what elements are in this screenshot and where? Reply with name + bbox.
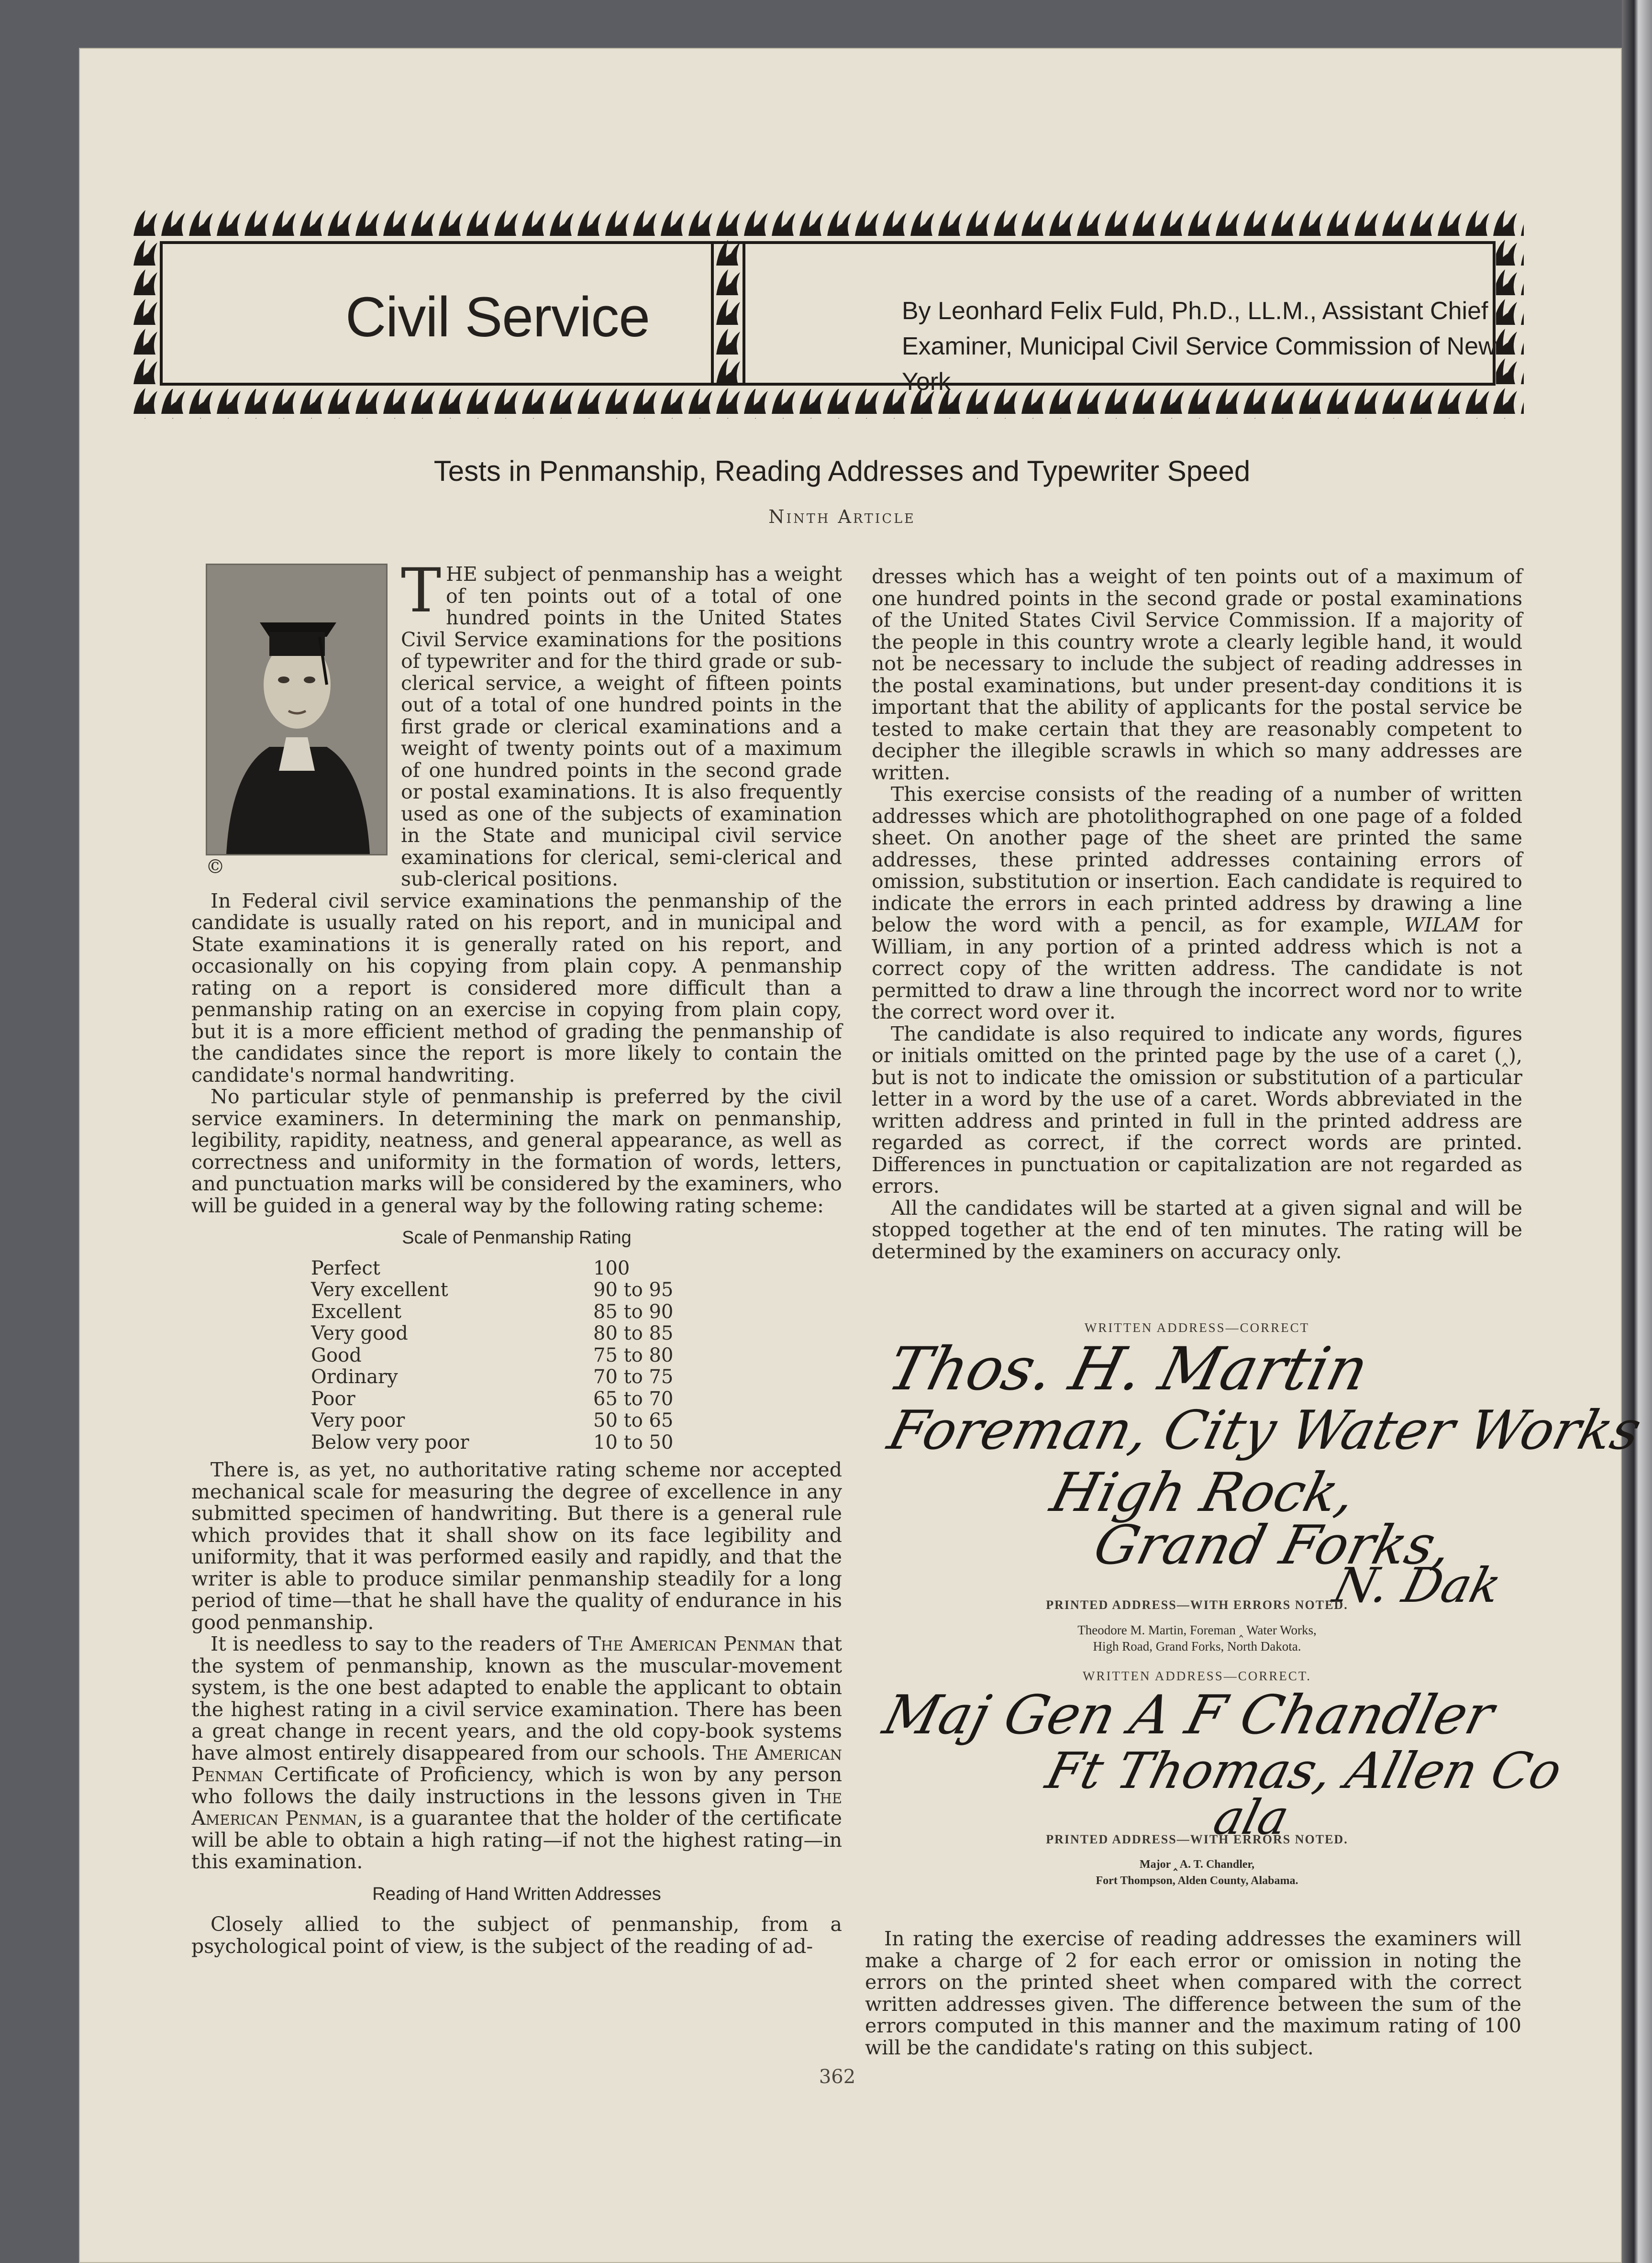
scale-row — [311, 1301, 742, 1323]
right-column — [872, 566, 1522, 1263]
scale-grade: Excellent — [311, 1300, 401, 1323]
signal-paragraph: All the candidates will be started at a given signal and will be stopped together at the end of ten minutes. The rating will be determined by the examiners on accuracy only. — [872, 1196, 1522, 1263]
scale-grade: Good — [311, 1344, 362, 1366]
drop-cap: T — [401, 555, 442, 626]
needless-paragraph — [191, 1633, 842, 1873]
printed-address-2 — [872, 1856, 1522, 1889]
handwriting-1-line4: Grand Forks, — [1087, 1514, 1459, 1576]
caption-written-2: WRITTEN ADDRESS—CORRECT. — [1082, 1669, 1311, 1683]
page-number: 362 — [819, 2066, 856, 2088]
style-paragraph: No particular style of penmanship is preferred by the civil service examiners. In determining the mark on penmanship, legibility, rapidity, neatness, and general appearance, as well as correctness and uniformity in the formation of words, letters, and punctuation marks will be considered by the examiners, who will be guided in a general way by the following rating scheme: — [191, 1085, 842, 1217]
scale-range: 80 to 85 — [593, 1322, 674, 1344]
rating-paragraph: In rating the exercise of reading addresses the examiners will make a charge of 2 for each error or omission in noting the errors on the printed sheet when compared with the correct written addresses given. The difference between the sum of the errors computed in this manner and the maximum rating of 100 will be the candidate's rating on this subject. — [865, 1927, 1521, 2059]
federal-paragraph: In Federal civil service examinations the penmanship of the candidate is usually rated on his report, and in municipal and State examinations it is generally rated on his report, and occasionally on his copying from plain copy. A penmanship rating on a report is considered more difficult than a penmanship rating on an exercise in copying from plain copy, but it is a more efficient method of grading the penmanship of the candidates since the report is more likely to contain the candidate's normal handwriting. — [191, 889, 842, 1087]
book-binding-edge — [1622, 0, 1652, 2263]
portrait-figure — [207, 565, 386, 854]
authoritative-paragraph: There is, as yet, no authoritative rating scheme nor accepted mechanical scale for measuring the degree of excellence in any submitted specimen of handwriting. But there is a general rule which provides that it shall show on its face legibility and uniformity, that it was performed easily and rapidly, and that the writer is able to produce similar penmanship steadily for a long period of time—that he shall have the quality of endurance in his good penmanship. — [191, 1458, 842, 1634]
scale-range: 50 to 65 — [593, 1409, 674, 1431]
scale-grade: Very good — [311, 1322, 408, 1344]
handwriting-2-line1: Maj Gen A F Chandler — [877, 1684, 1500, 1746]
scale-range: 100 — [593, 1257, 630, 1279]
handwriting-1-line5: N. Dak — [1328, 1557, 1507, 1613]
scale-range: 70 to 75 — [593, 1366, 674, 1388]
article-title: Tests in Penmanship, Reading Addresses and Typewriter Speed — [433, 455, 1251, 487]
closely-continuation: dresses which has a weight of ten points out of a maximum of one hundred points in the second grade or postal examinations of the United States Civil Service Commission. If a majority of the people in this country wrote a clearly legible hand, it would not be necessary to include the subject of reading addresses in the postal examinations, but under present-day conditions it is important that the ability of applicants for the postal service be tested to make certain that they are reasonably competent to decipher the illegible scrawls in which so many addresses are written. — [872, 565, 1522, 784]
handwriting-1-line1: Thos. H. Martin — [881, 1335, 1375, 1404]
exercise-text-a: This exercise consists of the reading of a number of written addresses which are photolithographed on one page of a folded sheet. On another page of the sheet are printed the same addresses, these printed addresses containing errors of omission, substitution or insertion. Each candidate is required to indicate the errors in each printed address by drawing a line below the word with a pencil, as for example, — [872, 783, 1522, 936]
needless-text-c: Certificate of Proficiency, which is won by any person who follows the daily instructions in the lessons given in — [191, 1763, 842, 1808]
scale-row — [311, 1279, 742, 1301]
intro-text: HE subject of penmanship has a weight of ten points out of a total of one hundred points in the United States Civil Service examinations for the positions of typewriter and for the third grade or sub-clerical service, a weight of fifteen points out of a total of one hundred points in the first grade or clerical examinations and a weight of twenty points out of a maximum of one hundred points in the second grade or postal examinations. It is also frequently used as one of the subjects of examination in the State and municipal civil service examinations for clerical, semi-clerical and sub-clerical positions. — [401, 563, 842, 890]
caption-written-1: WRITTEN ADDRESS—CORRECT — [1084, 1320, 1310, 1335]
scale-row — [311, 1366, 742, 1388]
scale-grade: Poor — [311, 1387, 355, 1410]
scale-range: 75 to 80 — [593, 1344, 674, 1366]
exercise-paragraph — [872, 784, 1522, 1023]
scale-row — [311, 1258, 742, 1280]
caption-printed-1: PRINTED ADDRESS—WITH ERRORS NOTED. — [1046, 1598, 1348, 1612]
scale-row — [311, 1432, 742, 1454]
author-photo — [206, 564, 388, 878]
scale-grade: Very poor — [311, 1409, 405, 1431]
handwriting-2-line3: ala — [1208, 1789, 1295, 1845]
article-subtitle: Ninth Article — [768, 506, 916, 527]
needless-text-d: , is a guarantee that the holder of the certificate will be able to obtain a high rating—if not the highest rating—in this examination. — [191, 1807, 842, 1873]
printed-2-line2: Fort Thompson, Alden County, Alabama. — [1096, 1875, 1298, 1887]
rating-paragraph-container — [865, 1928, 1521, 2059]
scale-heading: Scale of Penmanship Rating — [402, 1228, 632, 1248]
closely-paragraph: Closely allied to the subject of penmanship, from a psychological point of view, is the subject of the reading of ad- — [191, 1913, 842, 1958]
header-banner — [132, 208, 1524, 419]
scale-grade: Very excellent — [311, 1279, 448, 1301]
caret-paragraph: The candidate is also required to indicate any words, figures or initials omitted on the printed page by the use of a caret (‸), but is not to indicate the omission or substitution of a particular letter in a word by the use of a caret. Words abbreviated in the written address and printed in full in the printed address are regarded as correct, if the correct words are printed. Differences in punctuation or capitalization are not regarded as errors. — [872, 1022, 1522, 1198]
scale-range: 90 to 95 — [593, 1279, 674, 1301]
scale-range: 10 to 50 — [593, 1431, 674, 1453]
scale-grade: Ordinary — [311, 1366, 398, 1388]
scale-grade: Below very poor — [311, 1431, 469, 1453]
author-byline: By Leonhard Felix Fuld, Ph.D., LL.M., Assistant Chief Examiner, Municipal Civil Service Commission of New York — [902, 297, 1497, 396]
printed-1-line1: Theodore M. Martin, Foreman ‸ Water Works, — [1077, 1623, 1317, 1637]
needless-text-a: It is needless to say to the readers of — [211, 1632, 588, 1655]
photo-copyright-mark: © — [206, 856, 225, 878]
rating-scale-table — [311, 1258, 742, 1454]
scale-range: 65 to 70 — [593, 1387, 674, 1410]
scale-row — [311, 1345, 742, 1367]
scale-row — [311, 1388, 742, 1410]
caption-printed-2: PRINTED ADDRESS—WITH ERRORS NOTED. — [1046, 1832, 1348, 1846]
needless-text-b: that the system of penmanship, known as the muscular-movement system, is the one best adapted to enable the applicant to obtain the highest rating in a civil service examination. There has been a great change in recent years, and the old copy-book systems have almost entirely disappeared from our schools. — [191, 1632, 842, 1764]
scale-row — [311, 1410, 742, 1432]
printed-address-1 — [872, 1622, 1522, 1654]
printed-2-line1: Major ‸ A. T. Chandler, — [1140, 1858, 1254, 1871]
left-column — [191, 555, 842, 1958]
handwriting-2-line2: Ft Thomas, Allen Co — [1040, 1742, 1568, 1800]
handwriting-1-line3: High Rock, — [1044, 1462, 1363, 1524]
magazine-name: The American Penman — [588, 1632, 796, 1655]
scale-row — [311, 1323, 742, 1345]
portrait-image — [206, 564, 388, 855]
scale-grade: Perfect — [311, 1257, 380, 1279]
magazine-name: The American Penman — [191, 1785, 842, 1830]
reading-heading: Reading of Hand Written Addresses — [372, 1884, 661, 1904]
scale-range: 85 to 90 — [593, 1300, 674, 1323]
printed-1-line2: High Road, Grand Forks, North Dakota. — [1093, 1639, 1301, 1653]
magazine-name: The American Penman — [191, 1741, 842, 1786]
handwriting-1-line2: Foreman, City Water Works — [882, 1399, 1648, 1462]
example-wilam: WILAM — [1404, 913, 1480, 936]
section-title: Civil Service — [345, 286, 650, 349]
exercise-text-b: for William, in any portion of a printed address which is not a correct copy of the written address. The candidate is not permitted to draw a line through the incorrect word nor to write the correct word over it. — [872, 913, 1522, 1023]
